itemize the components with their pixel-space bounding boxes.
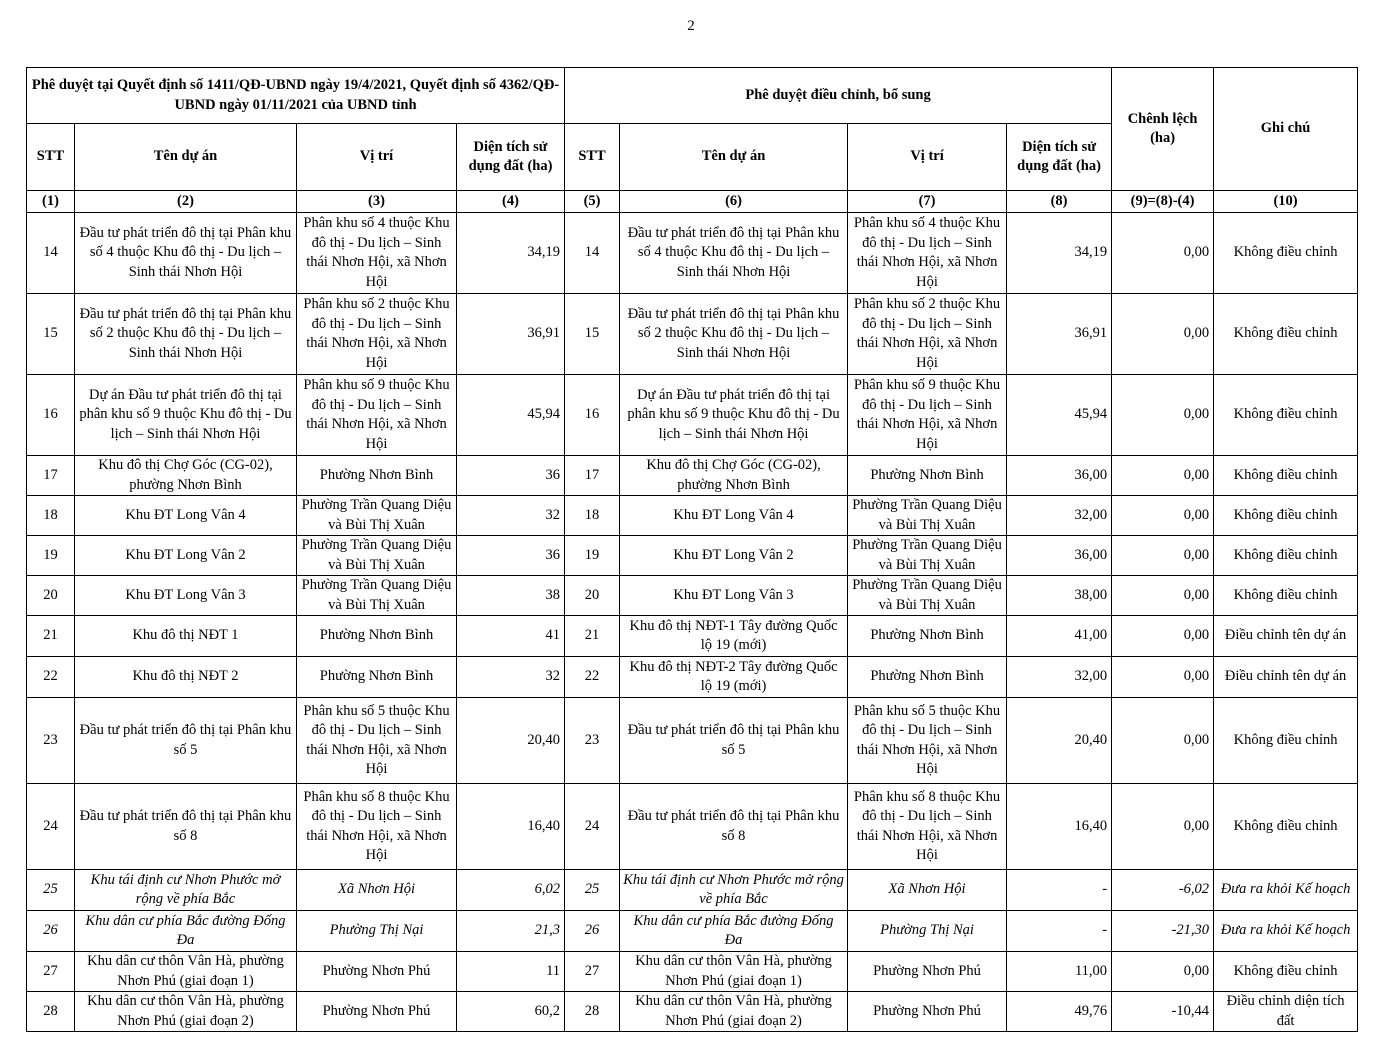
- location-adjusted-cell: Phường Nhơn Bình: [848, 657, 1007, 698]
- column-number: (9)=(8)-(4): [1112, 191, 1214, 213]
- project-name-cell: Khu dân cư thôn Vân Hà, phường Nhơn Phú (giai đoạn 1): [75, 952, 297, 992]
- area-header: Diện tích sử dụng đất (ha): [457, 124, 565, 191]
- area-cell: 36,91: [457, 294, 565, 375]
- stt-adjusted-header: STT: [565, 124, 620, 191]
- location-adjusted-cell: Phân khu số 4 thuộc Khu đô thị - Du lịch – Sinh thái Nhơn Hội, xã Nhơn Hội: [848, 213, 1007, 294]
- project-name-adjusted-cell: Đầu tư phát triển đô thị tại Phân khu số 8: [620, 784, 848, 870]
- location-adjusted-cell: Phường Nhơn Bình: [848, 616, 1007, 657]
- area-adjusted-cell: 49,76: [1007, 992, 1112, 1032]
- stt-cell: 23: [27, 698, 75, 784]
- column-number: (3): [297, 191, 457, 213]
- stt-adjusted-cell: 18: [565, 496, 620, 536]
- note-cell: Điều chỉnh tên dự án: [1214, 657, 1358, 698]
- project-name-cell: Đầu tư phát triển đô thị tại Phân khu số 4 thuộc Khu đô thị - Du lịch – Sinh thái Nhơn Hội: [75, 213, 297, 294]
- area-adjusted-cell: 45,94: [1007, 375, 1112, 456]
- location-cell: Phường Nhơn Bình: [297, 657, 457, 698]
- project-name-adjusted-cell: Đầu tư phát triển đô thị tại Phân khu số 2 thuộc Khu đô thị - Du lịch – Sinh thái Nhơn Hội: [620, 294, 848, 375]
- header-row-groups: [27, 68, 1358, 124]
- area-adjusted-cell: 36,00: [1007, 536, 1112, 576]
- approved-group-header: Phê duyệt tại Quyết định số 1411/QĐ-UBND ngày 19/4/2021, Quyết định số 4362/QĐ-UBND ngày 01/11/2021 của UBND tỉnh: [27, 68, 565, 124]
- note-cell: Không điều chỉnh: [1214, 213, 1358, 294]
- stt-cell: 27: [27, 952, 75, 992]
- location-adjusted-cell: Phường Nhơn Phú: [848, 952, 1007, 992]
- note-cell: Không điều chỉnh: [1214, 496, 1358, 536]
- note-cell: Đưa ra khỏi Kế hoạch: [1214, 911, 1358, 952]
- area-cell: 34,19: [457, 213, 565, 294]
- project-name-adjusted-cell: Khu ĐT Long Vân 4: [620, 496, 848, 536]
- project-name-adjusted-cell: Khu đô thị NĐT-2 Tây đường Quốc lộ 19 (mới): [620, 657, 848, 698]
- project-name-adjusted-cell: Khu dân cư thôn Vân Hà, phường Nhơn Phú (giai đoạn 2): [620, 992, 848, 1032]
- area-adjusted-cell: 36,00: [1007, 456, 1112, 496]
- stt-adjusted-cell: 16: [565, 375, 620, 456]
- difference-cell: -6,02: [1112, 870, 1214, 911]
- area-cell: 41: [457, 616, 565, 657]
- stt-header: STT: [27, 124, 75, 191]
- stt-adjusted-cell: 24: [565, 784, 620, 870]
- stt-cell: 21: [27, 616, 75, 657]
- location-adjusted-cell: Phân khu số 8 thuộc Khu đô thị - Du lịch – Sinh thái Nhơn Hội, xã Nhơn Hội: [848, 784, 1007, 870]
- location-cell: Phân khu số 4 thuộc Khu đô thị - Du lịch – Sinh thái Nhơn Hội, xã Nhơn Hội: [297, 213, 457, 294]
- stt-cell: 22: [27, 657, 75, 698]
- note-cell: Không điều chỉnh: [1214, 294, 1358, 375]
- location-header: Vị trí: [297, 124, 457, 191]
- project-name-adjusted-cell: Khu ĐT Long Vân 3: [620, 576, 848, 616]
- project-name-adjusted-cell: Khu dân cư thôn Vân Hà, phường Nhơn Phú (giai đoạn 1): [620, 952, 848, 992]
- area-cell: 45,94: [457, 375, 565, 456]
- area-adjusted-cell: 11,00: [1007, 952, 1112, 992]
- location-cell: Phân khu số 9 thuộc Khu đô thị - Du lịch – Sinh thái Nhơn Hội, xã Nhơn Hội: [297, 375, 457, 456]
- area-adjusted-cell: 34,19: [1007, 213, 1112, 294]
- location-adjusted-cell: Phân khu số 9 thuộc Khu đô thị - Du lịch – Sinh thái Nhơn Hội, xã Nhơn Hội: [848, 375, 1007, 456]
- note-cell: Không điều chỉnh: [1214, 375, 1358, 456]
- project-name-adjusted-cell: Dự án Đầu tư phát triển đô thị tại phân khu số 9 thuộc Khu đô thị - Du lịch – Sinh thái Nhơn Hội: [620, 375, 848, 456]
- location-cell: Phường Nhơn Bình: [297, 456, 457, 496]
- stt-cell: 18: [27, 496, 75, 536]
- location-cell: Phân khu số 8 thuộc Khu đô thị - Du lịch – Sinh thái Nhơn Hội, xã Nhơn Hội: [297, 784, 457, 870]
- area-cell: 32: [457, 657, 565, 698]
- stt-adjusted-cell: 21: [565, 616, 620, 657]
- difference-cell: 0,00: [1112, 375, 1214, 456]
- location-cell: Phường Nhơn Phú: [297, 992, 457, 1032]
- project-name-adjusted-cell: Khu dân cư phía Bắc đường Đống Đa: [620, 911, 848, 952]
- note-cell: Điều chỉnh tên dự án: [1214, 616, 1358, 657]
- stt-adjusted-cell: 20: [565, 576, 620, 616]
- table-row: [27, 213, 1358, 294]
- area-cell: 6,02: [457, 870, 565, 911]
- note-cell: Đưa ra khỏi Kế hoạch: [1214, 870, 1358, 911]
- location-adjusted-cell: Phường Trần Quang Diệu và Bùi Thị Xuân: [848, 536, 1007, 576]
- project-name-adjusted-cell: Đầu tư phát triển đô thị tại Phân khu số 5: [620, 698, 848, 784]
- column-number: (5): [565, 191, 620, 213]
- column-number: (1): [27, 191, 75, 213]
- location-cell: Phường Nhơn Bình: [297, 616, 457, 657]
- difference-cell: -21,30: [1112, 911, 1214, 952]
- area-adjusted-cell: 32,00: [1007, 657, 1112, 698]
- stt-cell: 20: [27, 576, 75, 616]
- note-cell: Không điều chỉnh: [1214, 698, 1358, 784]
- table-row: [27, 911, 1358, 952]
- table-row: [27, 456, 1358, 496]
- difference-cell: 0,00: [1112, 213, 1214, 294]
- stt-adjusted-cell: 26: [565, 911, 620, 952]
- stt-adjusted-cell: 28: [565, 992, 620, 1032]
- location-adjusted-cell: Phân khu số 5 thuộc Khu đô thị - Du lịch – Sinh thái Nhơn Hội, xã Nhơn Hội: [848, 698, 1007, 784]
- column-number: (4): [457, 191, 565, 213]
- area-adjusted-cell: -: [1007, 870, 1112, 911]
- project-name-cell: Đầu tư phát triển đô thị tại Phân khu số 5: [75, 698, 297, 784]
- table-row: [27, 870, 1358, 911]
- column-number-row: [27, 191, 1358, 213]
- table-row: [27, 496, 1358, 536]
- difference-cell: 0,00: [1112, 657, 1214, 698]
- difference-cell: 0,00: [1112, 456, 1214, 496]
- stt-cell: 17: [27, 456, 75, 496]
- stt-adjusted-cell: 22: [565, 657, 620, 698]
- table-row: [27, 657, 1358, 698]
- column-number: (10): [1214, 191, 1358, 213]
- column-number: (6): [620, 191, 848, 213]
- location-cell: Phường Thị Nại: [297, 911, 457, 952]
- project-name-cell: Khu dân cư phía Bắc đường Đống Đa: [75, 911, 297, 952]
- project-name-cell: Khu ĐT Long Vân 2: [75, 536, 297, 576]
- area-cell: 16,40: [457, 784, 565, 870]
- project-name-cell: Khu tái định cư Nhơn Phước mở rộng về phía Bắc: [75, 870, 297, 911]
- stt-adjusted-cell: 14: [565, 213, 620, 294]
- location-adjusted-cell: Xã Nhơn Hội: [848, 870, 1007, 911]
- project-name-adjusted-cell: Khu ĐT Long Vân 2: [620, 536, 848, 576]
- project-name-adjusted-cell: Khu đô thị NĐT-1 Tây đường Quốc lộ 19 (mới): [620, 616, 848, 657]
- area-cell: 32: [457, 496, 565, 536]
- area-cell: 36: [457, 456, 565, 496]
- location-adjusted-header: Vị trí: [848, 124, 1007, 191]
- stt-adjusted-cell: 15: [565, 294, 620, 375]
- page-number: 2: [687, 18, 695, 34]
- project-name-cell: Dự án Đầu tư phát triển đô thị tại phân khu số 9 thuộc Khu đô thị - Du lịch – Sinh thái Nhơn Hội: [75, 375, 297, 456]
- stt-cell: 16: [27, 375, 75, 456]
- difference-cell: 0,00: [1112, 294, 1214, 375]
- area-cell: 20,40: [457, 698, 565, 784]
- stt-cell: 28: [27, 992, 75, 1032]
- note-cell: Không điều chỉnh: [1214, 456, 1358, 496]
- note-header: Ghi chú: [1214, 68, 1358, 191]
- area-cell: 38: [457, 576, 565, 616]
- project-name-adjusted-header: Tên dự án: [620, 124, 848, 191]
- location-adjusted-cell: Phường Trần Quang Diệu và Bùi Thị Xuân: [848, 576, 1007, 616]
- area-cell: 60,2: [457, 992, 565, 1032]
- location-cell: Xã Nhơn Hội: [297, 870, 457, 911]
- stt-cell: 19: [27, 536, 75, 576]
- stt-adjusted-cell: 17: [565, 456, 620, 496]
- project-name-cell: Khu ĐT Long Vân 4: [75, 496, 297, 536]
- area-adjusted-header: Diện tích sử dụng đất (ha): [1007, 124, 1112, 191]
- location-adjusted-cell: Phân khu số 2 thuộc Khu đô thị - Du lịch – Sinh thái Nhơn Hội, xã Nhơn Hội: [848, 294, 1007, 375]
- location-adjusted-cell: Phường Nhơn Phú: [848, 992, 1007, 1032]
- difference-cell: -10,44: [1112, 992, 1214, 1032]
- table-row: [27, 616, 1358, 657]
- project-name-header: Tên dự án: [75, 124, 297, 191]
- table-row: [27, 784, 1358, 870]
- area-cell: 11: [457, 952, 565, 992]
- table-row: [27, 698, 1358, 784]
- note-cell: Không điều chỉnh: [1214, 784, 1358, 870]
- stt-cell: 24: [27, 784, 75, 870]
- project-name-adjusted-cell: Đầu tư phát triển đô thị tại Phân khu số 4 thuộc Khu đô thị - Du lịch – Sinh thái Nhơn Hội: [620, 213, 848, 294]
- column-number: (7): [848, 191, 1007, 213]
- stt-cell: 14: [27, 213, 75, 294]
- area-adjusted-cell: -: [1007, 911, 1112, 952]
- area-adjusted-cell: 20,40: [1007, 698, 1112, 784]
- column-number: (2): [75, 191, 297, 213]
- area-adjusted-cell: 38,00: [1007, 576, 1112, 616]
- location-adjusted-cell: Phường Thị Nại: [848, 911, 1007, 952]
- difference-cell: 0,00: [1112, 616, 1214, 657]
- project-name-cell: Khu dân cư thôn Vân Hà, phường Nhơn Phú (giai đoạn 2): [75, 992, 297, 1032]
- table-row: [27, 294, 1358, 375]
- note-cell: Không điều chỉnh: [1214, 952, 1358, 992]
- table-row: [27, 992, 1358, 1032]
- adjusted-group-header: Phê duyệt điều chỉnh, bổ sung: [565, 68, 1112, 124]
- project-name-cell: Khu đô thị Chợ Góc (CG-02), phường Nhơn Bình: [75, 456, 297, 496]
- table-row: [27, 536, 1358, 576]
- area-adjusted-cell: 36,91: [1007, 294, 1112, 375]
- stt-adjusted-cell: 19: [565, 536, 620, 576]
- project-name-cell: Khu đô thị NĐT 2: [75, 657, 297, 698]
- difference-cell: 0,00: [1112, 784, 1214, 870]
- project-name-adjusted-cell: Khu đô thị Chợ Góc (CG-02), phường Nhơn Bình: [620, 456, 848, 496]
- table-row: [27, 375, 1358, 456]
- project-name-cell: Khu đô thị NĐT 1: [75, 616, 297, 657]
- project-name-cell: Khu ĐT Long Vân 3: [75, 576, 297, 616]
- project-name-cell: Đầu tư phát triển đô thị tại Phân khu số 2 thuộc Khu đô thị - Du lịch – Sinh thái Nhơn Hội: [75, 294, 297, 375]
- project-comparison-table: [26, 67, 1358, 1032]
- note-cell: Điều chỉnh diện tích đất: [1214, 992, 1358, 1032]
- stt-adjusted-cell: 23: [565, 698, 620, 784]
- note-cell: Không điều chỉnh: [1214, 576, 1358, 616]
- location-cell: Phường Nhơn Phú: [297, 952, 457, 992]
- stt-adjusted-cell: 25: [565, 870, 620, 911]
- area-cell: 21,3: [457, 911, 565, 952]
- area-adjusted-cell: 32,00: [1007, 496, 1112, 536]
- difference-cell: 0,00: [1112, 698, 1214, 784]
- location-cell: Phường Trần Quang Diệu và Bùi Thị Xuân: [297, 536, 457, 576]
- stt-cell: 25: [27, 870, 75, 911]
- area-cell: 36: [457, 536, 565, 576]
- location-adjusted-cell: Phường Nhơn Bình: [848, 456, 1007, 496]
- difference-cell: 0,00: [1112, 536, 1214, 576]
- note-cell: Không điều chỉnh: [1214, 536, 1358, 576]
- difference-header: Chênh lệch (ha): [1112, 68, 1214, 191]
- column-number: (8): [1007, 191, 1112, 213]
- stt-cell: 26: [27, 911, 75, 952]
- table-row: [27, 576, 1358, 616]
- project-name-adjusted-cell: Khu tái định cư Nhơn Phước mở rộng về phía Bắc: [620, 870, 848, 911]
- location-adjusted-cell: Phường Trần Quang Diệu và Bùi Thị Xuân: [848, 496, 1007, 536]
- location-cell: Phân khu số 2 thuộc Khu đô thị - Du lịch – Sinh thái Nhơn Hội, xã Nhơn Hội: [297, 294, 457, 375]
- project-name-cell: Đầu tư phát triển đô thị tại Phân khu số 8: [75, 784, 297, 870]
- stt-cell: 15: [27, 294, 75, 375]
- table-row: [27, 952, 1358, 992]
- location-cell: Phân khu số 5 thuộc Khu đô thị - Du lịch – Sinh thái Nhơn Hội, xã Nhơn Hội: [297, 698, 457, 784]
- location-cell: Phường Trần Quang Diệu và Bùi Thị Xuân: [297, 496, 457, 536]
- difference-cell: 0,00: [1112, 496, 1214, 536]
- location-cell: Phường Trần Quang Diệu và Bùi Thị Xuân: [297, 576, 457, 616]
- area-adjusted-cell: 41,00: [1007, 616, 1112, 657]
- area-adjusted-cell: 16,40: [1007, 784, 1112, 870]
- difference-cell: 0,00: [1112, 576, 1214, 616]
- difference-cell: 0,00: [1112, 952, 1214, 992]
- stt-adjusted-cell: 27: [565, 952, 620, 992]
